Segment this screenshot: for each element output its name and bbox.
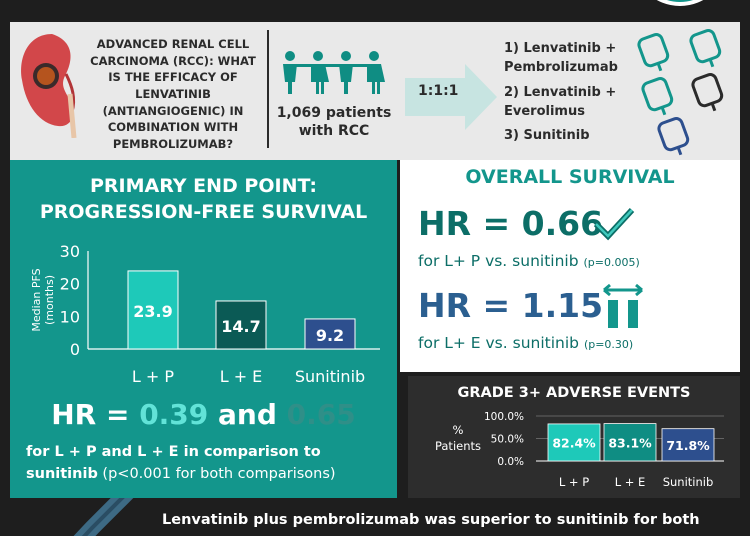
os-hr-le-pvalue: (p=0.30) [583, 338, 634, 351]
pfs-hr-and: and [208, 398, 287, 431]
pfs-bar-label-2: 9.2 [315, 325, 345, 345]
ae-y-label-line1: % [452, 423, 464, 437]
pfs-bar-label-0: 23.9 [133, 301, 173, 321]
ae-title: GRADE 3+ ADVERSE EVENTS [457, 385, 691, 401]
ae-y-label [435, 423, 481, 453]
os-hr-le-note-text: for L+ E vs. sunitinib [418, 334, 579, 352]
check-icon [592, 204, 636, 244]
conclusion-text: Lenvatinib plus pembrolizumab was superior to sunitinib for both [162, 512, 700, 528]
pfs-x-tick-0: L + P [131, 367, 175, 386]
kidney-icon [14, 28, 86, 138]
arm-2: 2) Lenvatinib + Everolimus [504, 84, 617, 119]
pfs-y-tick-0: 0 [69, 340, 80, 359]
pfs-hr-prefix: HR = [51, 398, 140, 431]
pfs-title-line1: PRIMARY END POINT: [89, 175, 318, 197]
study-question: ADVANCED RENAL CELL CARCINOMA (RCC): WHAT IS THE EFFICACY OF LENVATINIB (ANTIANGIOGENIC) IN COMBINATION WITH PEMBROLIZUMAB? [90, 37, 256, 152]
pfs-y-tick-3: 30 [59, 242, 80, 261]
pfs-note-pvalue: (p<0.001 for both comparisons) [97, 465, 336, 482]
treatment-arms [504, 40, 624, 152]
os-hr-le-note [418, 334, 633, 352]
os-hr-lp-note-text: for L+ P vs. sunitinib [418, 252, 579, 270]
patients-count-text: 1,069 patients [276, 105, 392, 121]
pfs-note [26, 442, 386, 486]
pfs-y-label-line1: Median PFS [30, 268, 43, 332]
patients-icon [278, 50, 390, 96]
pfs-y-tick-1: 10 [59, 307, 80, 327]
pfs-note-main: for L + P and L + E in comparison to sunitinib [26, 444, 321, 482]
ae-x-tick-1: L + E [614, 475, 646, 489]
ae-bar-label-1: 83.1% [608, 435, 652, 451]
os-hr-le: HR = 1.15 [418, 286, 604, 325]
pfs-y-tick-2: 20 [59, 274, 80, 294]
pfs-y-label [30, 268, 56, 331]
ae-y-tick-0: 0.0% [497, 456, 524, 468]
ae-y-tick-1: 50.0% [490, 433, 524, 446]
ae-bar-label-2: 71.8% [666, 437, 710, 453]
pfs-title [10, 174, 397, 225]
pfs-hr-le: 0.65 [286, 398, 356, 431]
iv-bag-icons [630, 28, 740, 156]
ae-y-label-line2: Patients [434, 439, 482, 453]
pfs-bar-label-1: 14.7 [221, 316, 261, 336]
corner-decoration-icon [640, 0, 720, 10]
os-title: OVERALL SURVIVAL [465, 166, 675, 188]
conclusion-check-icon [44, 498, 154, 536]
pfs-x-tick-1: L + E [219, 367, 263, 386]
ae-bar-label-0: 82.4% [552, 435, 596, 451]
patients-condition-text: with RCC [298, 123, 370, 140]
arm-3: 3) Sunitinib [504, 128, 590, 144]
ae-y-tick-2: 100.0% [483, 411, 524, 423]
pfs-hazard-ratio [10, 398, 397, 431]
pfs-bar-chart [10, 238, 397, 398]
ae-x-tick-0: L + P [558, 475, 590, 489]
randomization-ratio: 1:1:1 [418, 83, 459, 99]
arm-1: 1) Lenvatinib + Pembrolizumab [504, 41, 618, 75]
os-hr-lp-pvalue: (p=0.005) [583, 256, 640, 269]
pfs-title-line2: PROGRESSION-FREE SURVIVAL [39, 200, 368, 223]
divider [267, 30, 269, 148]
top-bar [0, 0, 750, 12]
pfs-hr-lp: 0.39 [139, 398, 209, 431]
os-hr-lp: HR = 0.66 [418, 204, 604, 243]
ae-x-tick-2: Sunitinib [662, 475, 714, 489]
os-hr-lp-note [418, 252, 640, 270]
pfs-y-label-line2: (months) [43, 274, 56, 326]
ae-bar-chart [408, 406, 740, 498]
equal-bars-icon [600, 282, 646, 330]
patients-count [272, 104, 396, 140]
pfs-x-tick-2: Sunitinib [294, 367, 366, 386]
